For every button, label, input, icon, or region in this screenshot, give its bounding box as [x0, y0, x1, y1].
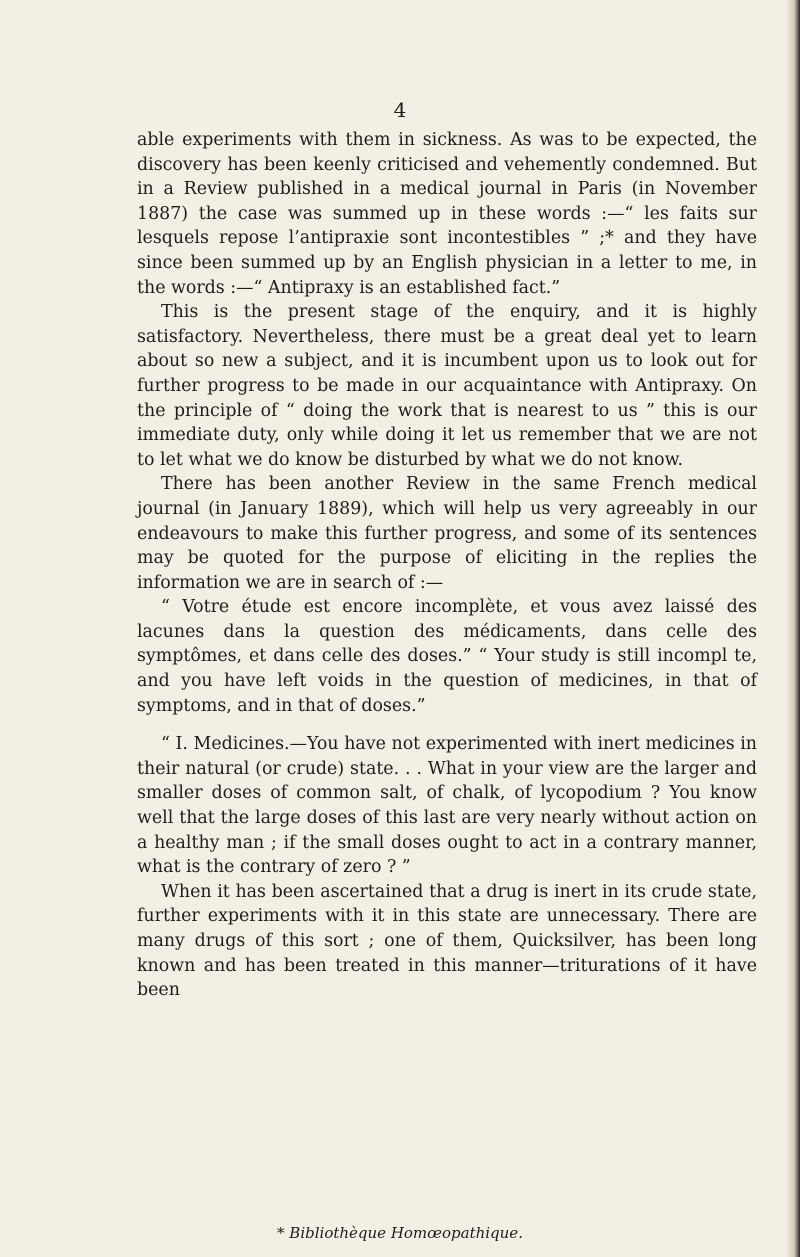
page-number: 4	[393, 98, 407, 122]
paragraph-6: When it has been ascertained that a drug is inert in its crude state, further experiments with it in this state are unnecessary. There are many drugs of this sort ; one of them, Quicksilver, has been long known and has been treated in this manner—triturations of it have been	[137, 881, 757, 1001]
paragraph-2: This is the present stage of the enquiry, and it is highly satisfactory. Nevertheless, there must be a great deal yet to learn about so new a subject, and it is incumbent upon us to look out for further progress to be made in our acquaintance with Antipraxy. On the principle of “ doing the work that is nearest to us ” this is our immediate duty, only while doing it let us remember that we are not to let what we do know be disturbed by what we do not know.	[137, 302, 757, 470]
paragraph-5-medicines: “ I. Medicines.—You have not experimented with inert medicines in their natural (or crude) state. . . What in your view are the larger and smaller doses of common salt, of chalk, of lycopodium ? You know well that the large doses of this last are very nearly without action on a healthy man ; if the small doses ought to act in a contrary manner, what is the contrary of zero ? ”	[137, 734, 757, 878]
page-edge-shadow	[786, 0, 800, 1257]
paragraph-3: There has been another Review in the same French medical journal (in January 1889), which will help us very agreeably in our endeavours to make this further progress, and some of its sentences may be quoted for the purpose of eliciting in the replies the information we are in search of :—	[137, 474, 757, 593]
paragraph-1: able experiments with them in sickness. As was to be expected, the discovery has been keenly criticised and vehemently condemned. But in a Review published in a medical journal in Paris (in November 1887) the case was summed up in these words :—“ les faits sur lesquels repose l’antipraxie sont incontestibles ” ;* and they have since been summed up by an English physician in a letter to me, in the words :—“ Antipraxy is an established fact.”	[137, 130, 757, 298]
footnote: * Bibliothèque Homœopathique.	[277, 1224, 523, 1242]
body-text	[137, 128, 757, 1003]
paragraph-4-quote: “ Votre étude est encore incomplète, et vous avez laissé des lacunes dans la question des médicaments, dans celle des symptômes, et dans celle des doses.” “ Your study is still incompl te, and you have left voids in the question of medicines, in that of symptoms, and in that of doses.”	[137, 597, 757, 716]
